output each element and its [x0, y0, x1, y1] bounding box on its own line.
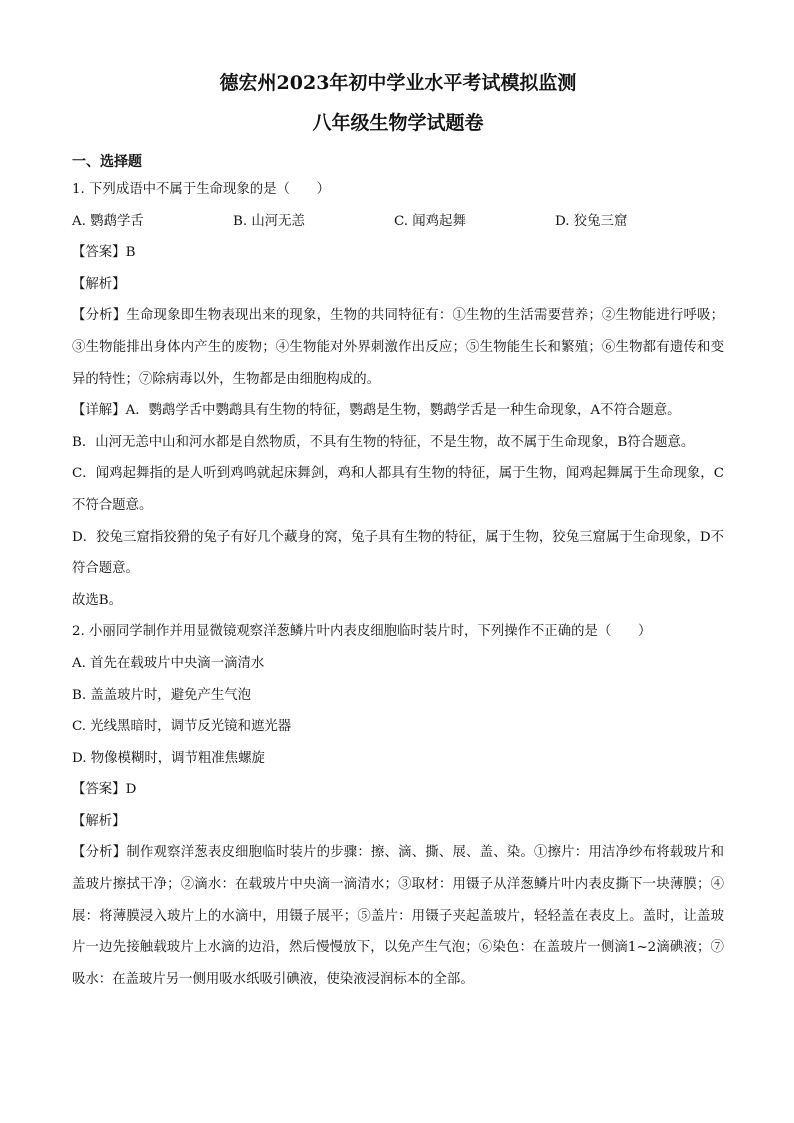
question-1-option-d: D. 狡兔三窟	[555, 213, 628, 229]
xiangjie-tag: 【详解】	[72, 403, 126, 419]
document-title: 德宏州2023年初中学业水平考试模拟监测	[219, 72, 577, 94]
question-2-stem: 2. 小丽同学制作并用显微镜观察洋葱鳞片叶内表皮细胞临时装片时，下列操作不正确的是（ ）	[72, 624, 652, 640]
detail-a-text: A．鹦鹉学舌中鹦鹉具有生物的特征，鹦鹉是生物，鹦鹉学舌是一种生命现象，A不符合题意。	[125, 403, 681, 419]
question-2-option-d: D. 物像模糊时，调节粗准焦螺旋	[72, 750, 265, 766]
question-1-options	[72, 206, 724, 238]
question-1-detail-b: B．山河无恙中山和河水都是自然物质，不具有生物的特征，不是生物，故不属于生命现象，B符合题意。	[72, 434, 695, 450]
fenxi-tag: 【分析】	[72, 845, 127, 861]
question-1-stem: 1. 下列成语中不属于生命现象的是（ ）	[72, 182, 331, 197]
question-1-detail-c: C．闻鸡起舞指的是人听到鸡鸣就起床舞剑，鸡和人都具有生物的特征，属于生物，闻鸡起舞属于生命现象，C不符合题意。	[72, 466, 724, 513]
question-1-fenxi	[72, 300, 724, 395]
question-2-option-a: A. 首先在载玻片中央滴一滴清水	[72, 655, 265, 671]
question-1-detail-a	[72, 395, 724, 427]
fenxi-text: 生命现象即生物表现出来的现象，生物的共同特征有：①生物的生活需要营养；②生物能进行呼吸；③生物能排出身体内产生的废物；④生物能对外界刺激作出反应；⑤生物能生长和繁殖；⑥生物都有遗传和变异的特性；⑦除病毒以外，生物都是由细胞构成的。	[72, 308, 725, 387]
analysis-tag: 【解析】	[72, 813, 126, 829]
document-subtitle: 八年级生物学试题卷	[312, 112, 484, 134]
question-1-option-c: C. 闻鸡起舞	[394, 213, 466, 229]
question-2-answer	[72, 774, 724, 806]
question-2-fenxi	[72, 837, 724, 995]
document-page	[72, 70, 724, 995]
question-2-analysis-heading	[72, 806, 724, 838]
question-2-option-b: B. 盖盖玻片时，避免产生气泡	[72, 687, 252, 703]
fenxi-tag: 【分析】	[72, 308, 127, 324]
question-1-option-a: A. 鹦鹉学舌	[72, 213, 144, 229]
section-heading: 一、选择题	[72, 154, 142, 170]
question-1-option-b: B. 山河无恙	[233, 213, 305, 229]
question-2-option-c: C. 光线黑暗时，调节反光镜和遮光器	[72, 719, 292, 735]
fenxi-text: 制作观察洋葱表皮细胞临时装片的步骤：擦、滴、撕、展、盖、染。①擦片：用洁净纱布将载玻片和盖玻片擦拭干净；②滴水：在载玻片中央滴一滴清水；③取材：用镊子从洋葱鳞片叶内表皮撕下一块薄膜；④展：将薄膜浸入玻片上的水滴中，用镊子展平；⑤盖片：用镊子夹起盖玻片，轻轻盖在表皮上。盖时，让盖玻片一边先接触载玻片上水滴的边沿，然后慢慢放下，以免产生气泡；⑥染色：在盖玻片一侧滴1~2滴碘液；⑦吸水：在盖玻片另一侧用吸水纸吸引碘液，使染液浸润标本的全部。	[72, 845, 725, 987]
question-1-detail-d: D．狡兔三窟指狡猾的兔子有好几个藏身的窝，兔子具有生物的特征，属于生物，狡兔三窟属于生命现象，D不符合题意。	[72, 529, 724, 577]
question-1-conclusion: 故选B。	[72, 592, 123, 608]
question-1-answer	[72, 237, 724, 269]
answer-value: B	[125, 245, 136, 261]
answer-value: D	[125, 782, 137, 798]
answer-tag: 【答案】	[72, 245, 126, 261]
question-1-analysis-heading	[72, 269, 724, 301]
analysis-tag: 【解析】	[72, 276, 126, 292]
answer-tag: 【答案】	[72, 782, 126, 798]
